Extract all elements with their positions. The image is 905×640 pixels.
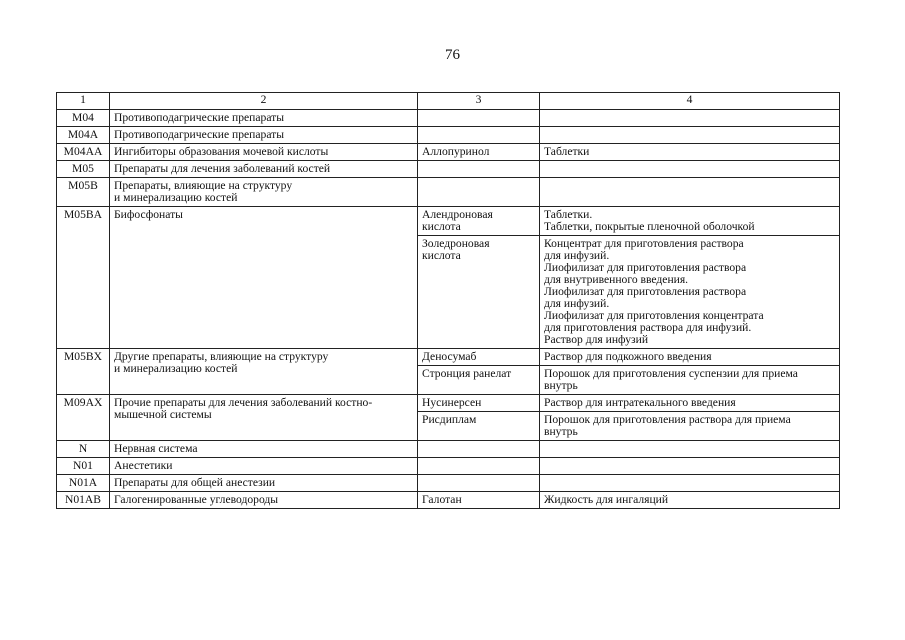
group-name: Препараты, влияющие на структуру и минерализацию костей: [110, 178, 418, 207]
atc-code: M05BA: [57, 207, 110, 349]
drug-name: [418, 161, 540, 178]
dosage-form: Жидкость для ингаляций: [540, 492, 840, 509]
atc-code: N: [57, 441, 110, 458]
dosage-form: [540, 127, 840, 144]
dosage-form: [540, 441, 840, 458]
drug-name: [418, 441, 540, 458]
drug-name: [418, 110, 540, 127]
table-row: [57, 144, 840, 161]
drug-name: Рисдиплам: [418, 412, 540, 441]
table-row: [57, 441, 840, 458]
column-header: 1: [57, 93, 110, 110]
drug-name: Золедроновая кислота: [418, 236, 540, 349]
column-header: 3: [418, 93, 540, 110]
drug-name: [418, 475, 540, 492]
table-row: [57, 458, 840, 475]
atc-code: M05B: [57, 178, 110, 207]
table-row: [57, 110, 840, 127]
drug-table: [56, 92, 840, 509]
drug-name: [418, 458, 540, 475]
group-name: Прочие препараты для лечения заболеваний костно- мышечной системы: [110, 395, 418, 441]
atc-code: M05BX: [57, 349, 110, 395]
table-header-row: [57, 93, 840, 110]
drug-name: Нусинерсен: [418, 395, 540, 412]
table-row: [57, 178, 840, 207]
group-name: Другие препараты, влияющие на структуру и минерализацию костей: [110, 349, 418, 395]
group-name: Нервная система: [110, 441, 418, 458]
table-row: [57, 161, 840, 178]
table-row: [57, 127, 840, 144]
group-name: Противоподагрические препараты: [110, 127, 418, 144]
drug-name: Деносумаб: [418, 349, 540, 366]
atc-code: M04A: [57, 127, 110, 144]
group-name: Анестетики: [110, 458, 418, 475]
drug-name: Аллопуринол: [418, 144, 540, 161]
atc-code: M05: [57, 161, 110, 178]
atc-code: M04AA: [57, 144, 110, 161]
dosage-form: [540, 178, 840, 207]
dosage-form: Таблетки: [540, 144, 840, 161]
dosage-form: Раствор для интратекального введения: [540, 395, 840, 412]
dosage-form: [540, 475, 840, 492]
atc-code: N01AB: [57, 492, 110, 509]
table-row: [57, 475, 840, 492]
dosage-form: Раствор для подкожного введения: [540, 349, 840, 366]
group-name: Противоподагрические препараты: [110, 110, 418, 127]
group-name: Препараты для лечения заболеваний костей: [110, 161, 418, 178]
dosage-form: Таблетки. Таблетки, покрытые пленочной оболочкой: [540, 207, 840, 236]
dosage-form: Порошок для приготовления раствора для приема внутрь: [540, 412, 840, 441]
dosage-form: Концентрат для приготовления раствора для инфузий. Лиофилизат для приготовления раствора для внутривенного введения. Лиофилизат для приготовления раствора для инфузий. Лиофилизат для приготовления концентрата для приготовления раствора для инфузий. Раствор для инфузий: [540, 236, 840, 349]
atc-code: N01: [57, 458, 110, 475]
column-header: 2: [110, 93, 418, 110]
atc-code: N01A: [57, 475, 110, 492]
column-header: 4: [540, 93, 840, 110]
table-row: [57, 349, 840, 366]
drug-name: Галотан: [418, 492, 540, 509]
atc-code: M09AX: [57, 395, 110, 441]
group-name: Бифосфонаты: [110, 207, 418, 349]
dosage-form: Порошок для приготовления суспензии для приема внутрь: [540, 366, 840, 395]
drug-name: [418, 178, 540, 207]
group-name: Галогенированные углеводороды: [110, 492, 418, 509]
atc-code: M04: [57, 110, 110, 127]
dosage-form: [540, 110, 840, 127]
drug-name: Алендроновая кислота: [418, 207, 540, 236]
table-row: [57, 207, 840, 236]
drug-name: [418, 127, 540, 144]
table-row: [57, 395, 840, 412]
dosage-form: [540, 161, 840, 178]
page-number: 76: [445, 47, 460, 63]
group-name: Препараты для общей анестезии: [110, 475, 418, 492]
group-name: Ингибиторы образования мочевой кислоты: [110, 144, 418, 161]
dosage-form: [540, 458, 840, 475]
table-row: [57, 492, 840, 509]
drug-name: Стронция ранелат: [418, 366, 540, 395]
